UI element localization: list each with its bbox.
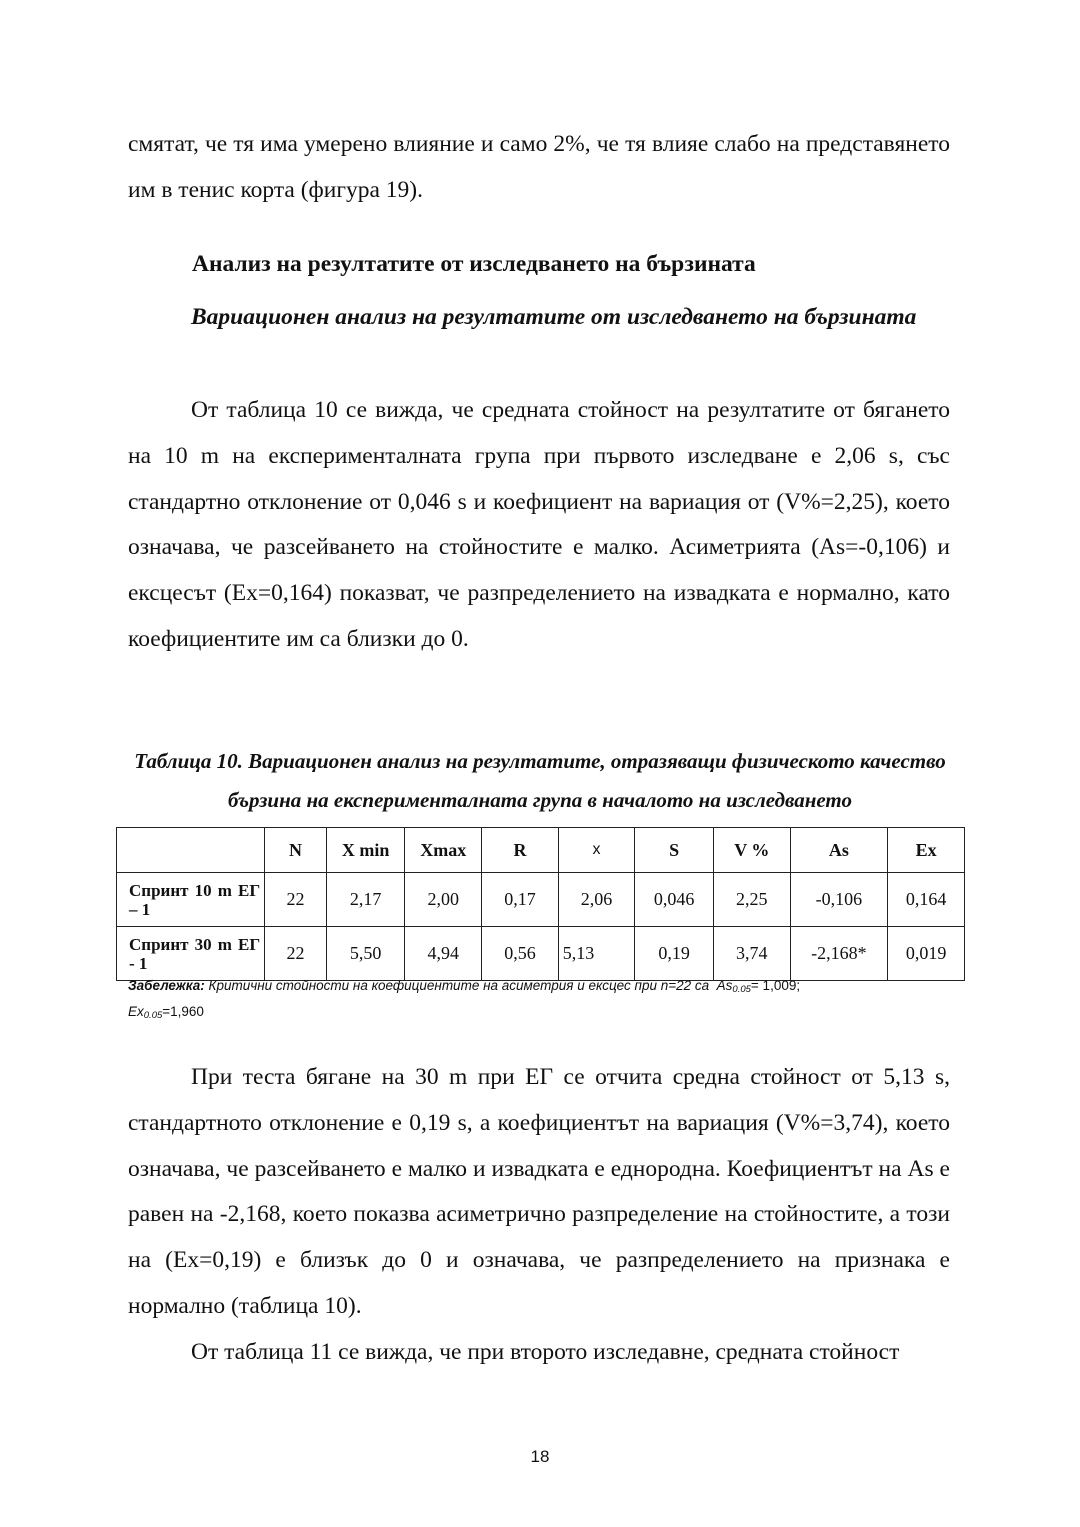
note-as-subscript: 0.05 <box>732 984 751 995</box>
section-heading: Анализ на резултатите от изследването на бързината <box>192 251 756 277</box>
table-cell: 3,74 <box>714 927 791 981</box>
table-cell: 5,50 <box>326 927 405 981</box>
table-note <box>128 975 968 1027</box>
table-cell: 4,94 <box>405 927 482 981</box>
table-cell: 0,19 <box>635 927 714 981</box>
note-ex-subscript: 0.05 <box>143 1010 163 1021</box>
table-cell: 2,06 <box>558 873 635 927</box>
header-cell: X min <box>326 828 405 873</box>
note-text: Критични стойности на коефициентите на асиметрия и ексцес при n=22 са <box>208 978 710 993</box>
header-cell: Xmax <box>405 828 482 873</box>
row-label: Спринт 30 m ЕГ - 1 <box>117 927 265 981</box>
table-cell: 5,13 <box>558 927 635 981</box>
table-cell: -2,168* <box>790 927 888 981</box>
note-as-symbol: As <box>716 978 733 993</box>
paragraph-intro: смятат, че тя има умерено влияние и само 2%, че тя влияе слабо на представянето им в тенис корта (фигура 19). <box>128 131 950 203</box>
table-cell: 2,25 <box>714 873 791 927</box>
table-cell: 2,17 <box>326 873 405 927</box>
row-label: Спринт 10 m ЕГ – 1 <box>117 873 265 927</box>
header-cell: Ex <box>888 828 965 873</box>
note-ex-symbol: Ex <box>128 1004 144 1019</box>
table-row <box>117 873 965 927</box>
table-caption: Таблица 10. Вариационен анализ на резултатите, отразяващи физическото качество бързина на експерименталната група в началото на изследването <box>134 749 946 812</box>
header-cell: x <box>558 828 635 873</box>
subsection-heading: Вариационен анализ на резултатите от изследването на бързината <box>191 304 917 330</box>
table-row <box>117 927 965 981</box>
table-cell: 2,00 <box>405 873 482 927</box>
page-number: 18 <box>530 1447 550 1466</box>
note-label: Забележка: <box>128 978 205 993</box>
header-cell: N <box>265 828 327 873</box>
table-cell: 0,019 <box>888 927 965 981</box>
paragraph-table11: От таблица 11 се вижда, че при второто изследавне, средната стойност <box>191 1339 900 1365</box>
table-cell: 0,046 <box>635 873 714 927</box>
header-cell: S <box>635 828 714 873</box>
paragraph-table10-10m: От таблица 10 се вижда, че средната стойност на резултатите от бягането на 10 m на експерименталната група при първото изследване е 2,06 s, със стандартно отклонение от 0,046 s и коефициент на вариация от (V%=2,25), което означава, че разсейването на стойностите е малко. Асиметрията (As=-0,106) и ексцесът (Ex=0,164) показват, че разпределението на извадката е нормално, като коефициентите им са близки до 0. <box>128 397 950 652</box>
variation-analysis-table <box>116 827 965 981</box>
table-cell: 22 <box>265 927 327 981</box>
table-cell: 0,17 <box>482 873 559 927</box>
header-cell: R <box>482 828 559 873</box>
note-as-value: = 1,009; <box>750 978 801 993</box>
table-cell: 22 <box>265 873 327 927</box>
table-cell: -0,106 <box>790 873 888 927</box>
table-cell: 0,164 <box>888 873 965 927</box>
table-cell: 0,56 <box>482 927 559 981</box>
note-ex-value: =1,960 <box>162 1004 204 1019</box>
header-cell <box>117 828 265 873</box>
table-header-row <box>117 828 965 873</box>
header-cell: As <box>790 828 888 873</box>
header-cell: V % <box>714 828 791 873</box>
paragraph-table10-30m: При теста бягане на 30 m при ЕГ се отчита средна стойност от 5,13 s, стандартното отклонение е 0,19 s, а коефициентът на вариация (V%=3,74), което означава, че разсейването е малко и извадката е еднородна. Коефициентът на As е равен на -2,168, което показва асиметрично разпределение на стойностите, а този на (Ex=0,19) е близък до 0 и означава, че разпределението на признака е нормално (таблица 10). <box>128 1064 950 1319</box>
